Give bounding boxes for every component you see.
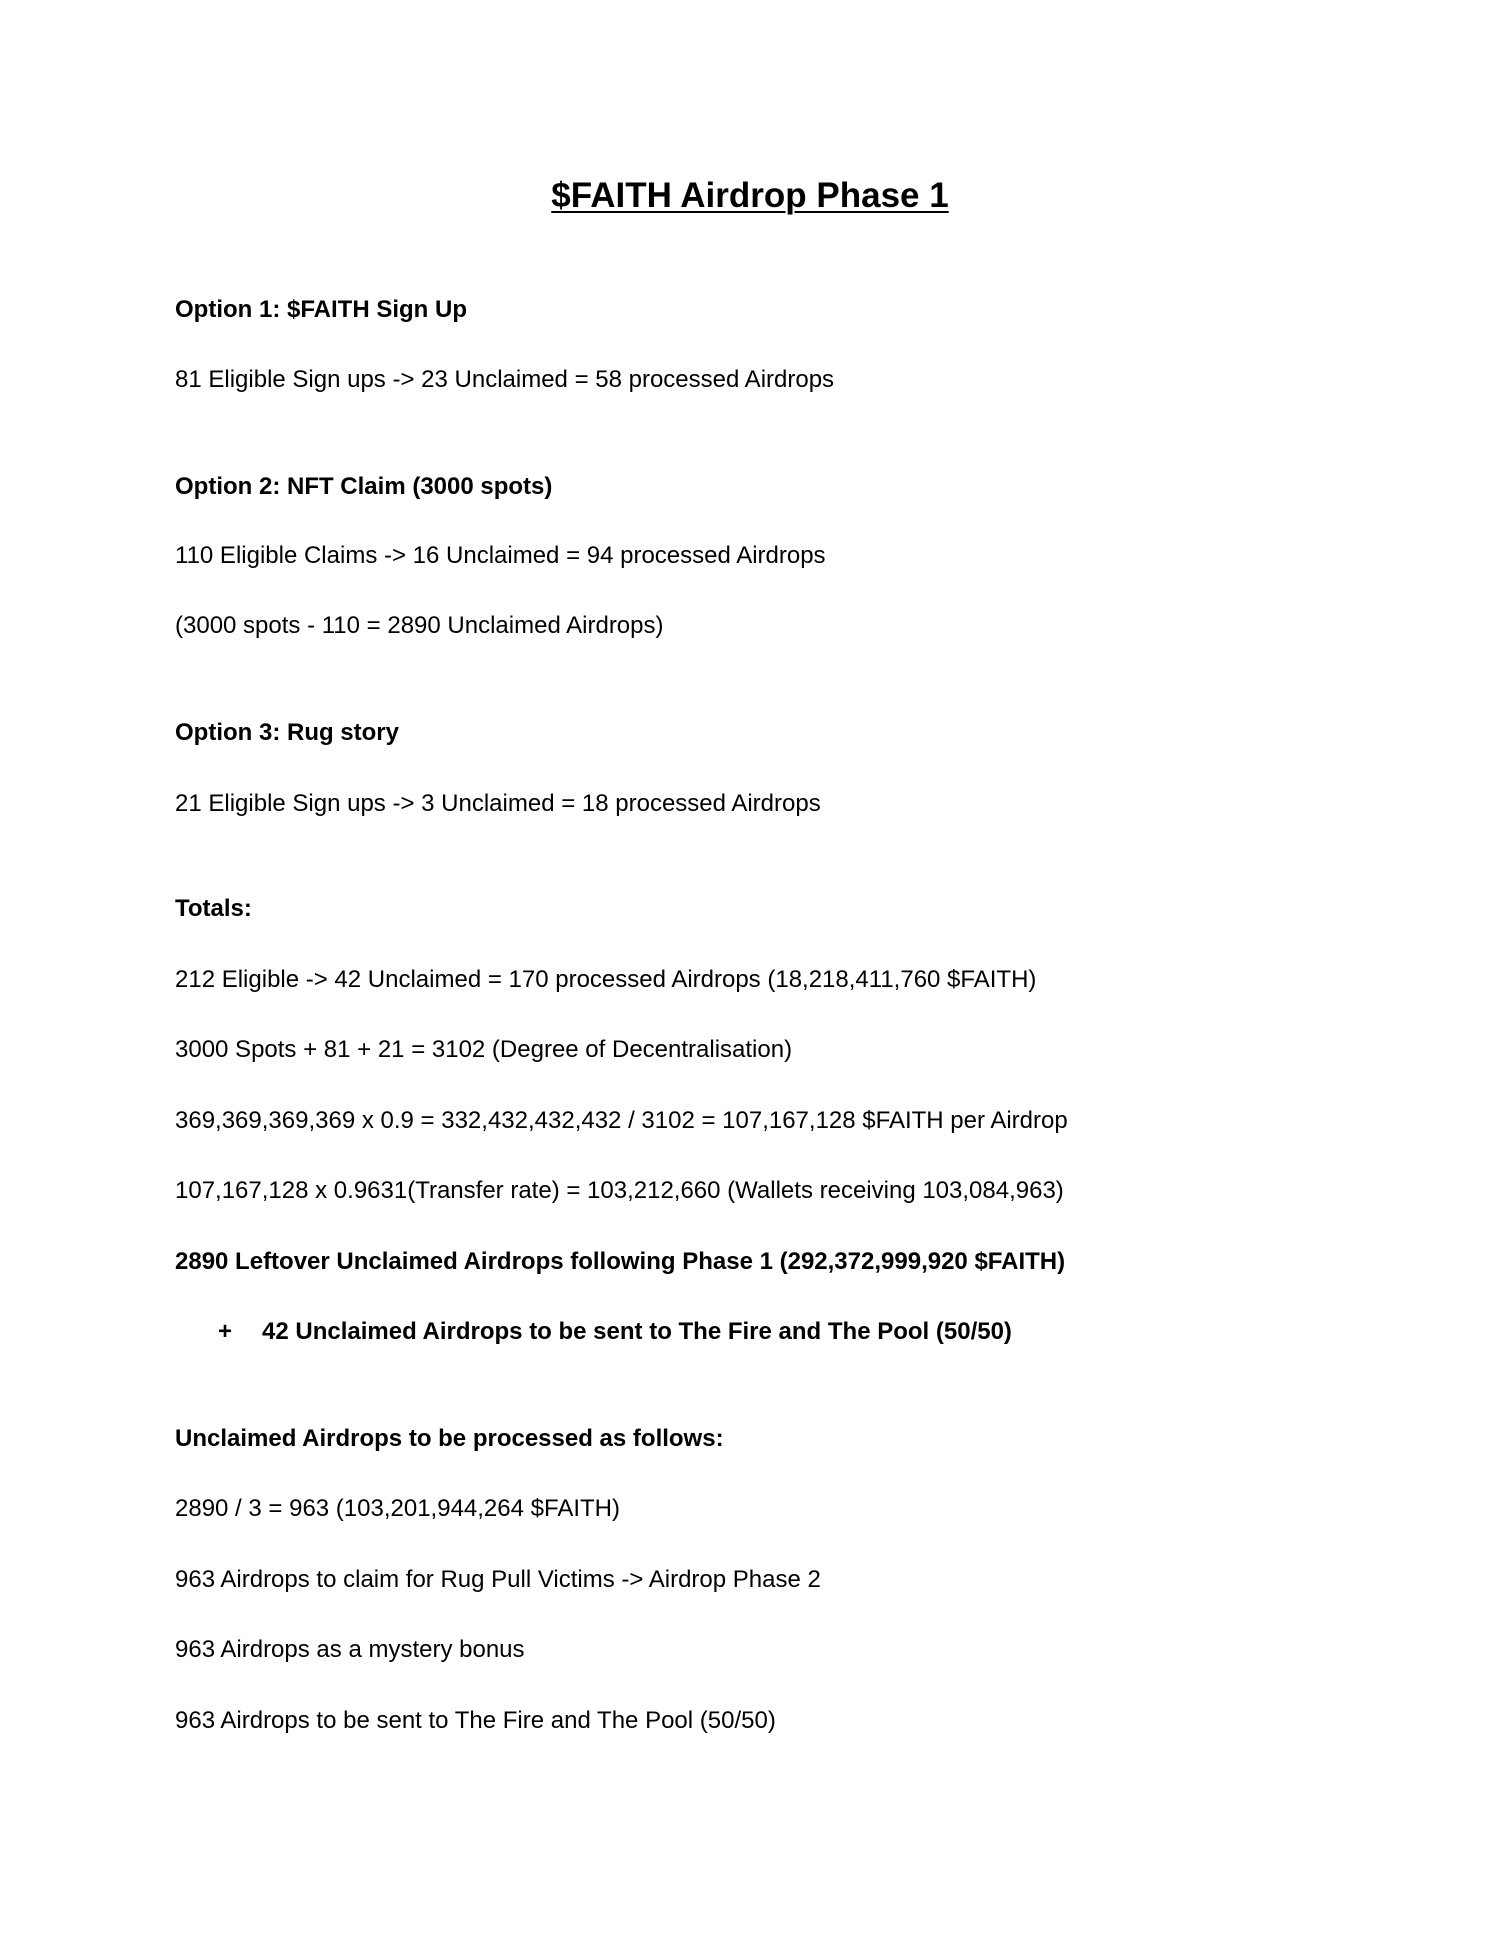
totals-line: 369,369,369,369 x 0.9 = 332,432,432,432 / 3102 = 107,167,128 $FAITH per Airdrop xyxy=(175,1107,1068,1134)
totals-line: 107,167,128 x 0.9631(Transfer rate) = 103,212,660 (Wallets receiving 103,084,963) xyxy=(175,1177,1064,1204)
totals-bullet-text: 42 Unclaimed Airdrops to be sent to The Fire and The Pool (50/50) xyxy=(262,1318,1012,1345)
title-text: $FAITH Airdrop Phase 1 xyxy=(551,176,949,215)
option1-heading: Option 1: $FAITH Sign Up xyxy=(175,296,467,323)
option3-heading: Option 3: Rug story xyxy=(175,719,399,746)
option2-heading: Option 2: NFT Claim (3000 spots) xyxy=(175,473,553,500)
option3-line: 21 Eligible Sign ups -> 3 Unclaimed = 18 processed Airdrops xyxy=(175,790,821,817)
unclaimed-line: 963 Airdrops to be sent to The Fire and The Pool (50/50) xyxy=(175,1707,776,1734)
document-title xyxy=(0,174,1500,218)
option2-line: (3000 spots - 110 = 2890 Unclaimed Airdrops) xyxy=(175,612,664,639)
plus-bullet-icon: + xyxy=(218,1318,233,1345)
unclaimed-line: 2890 / 3 = 963 (103,201,944,264 $FAITH) xyxy=(175,1495,620,1522)
unclaimed-line: 963 Airdrops as a mystery bonus xyxy=(175,1636,525,1663)
unclaimed-line: 963 Airdrops to claim for Rug Pull Victims -> Airdrop Phase 2 xyxy=(175,1566,821,1593)
totals-line: 212 Eligible -> 42 Unclaimed = 170 processed Airdrops (18,218,411,760 $FAITH) xyxy=(175,966,1037,993)
totals-leftover-line: 2890 Leftover Unclaimed Airdrops following Phase 1 (292,372,999,920 $FAITH) xyxy=(175,1248,1066,1275)
totals-heading: Totals: xyxy=(175,895,252,922)
option1-line: 81 Eligible Sign ups -> 23 Unclaimed = 58 processed Airdrops xyxy=(175,366,835,393)
unclaimed-heading: Unclaimed Airdrops to be processed as follows: xyxy=(175,1425,724,1452)
option2-line: 110 Eligible Claims -> 16 Unclaimed = 94 processed Airdrops xyxy=(175,542,826,569)
totals-line: 3000 Spots + 81 + 21 = 3102 (Degree of Decentralisation) xyxy=(175,1036,793,1063)
